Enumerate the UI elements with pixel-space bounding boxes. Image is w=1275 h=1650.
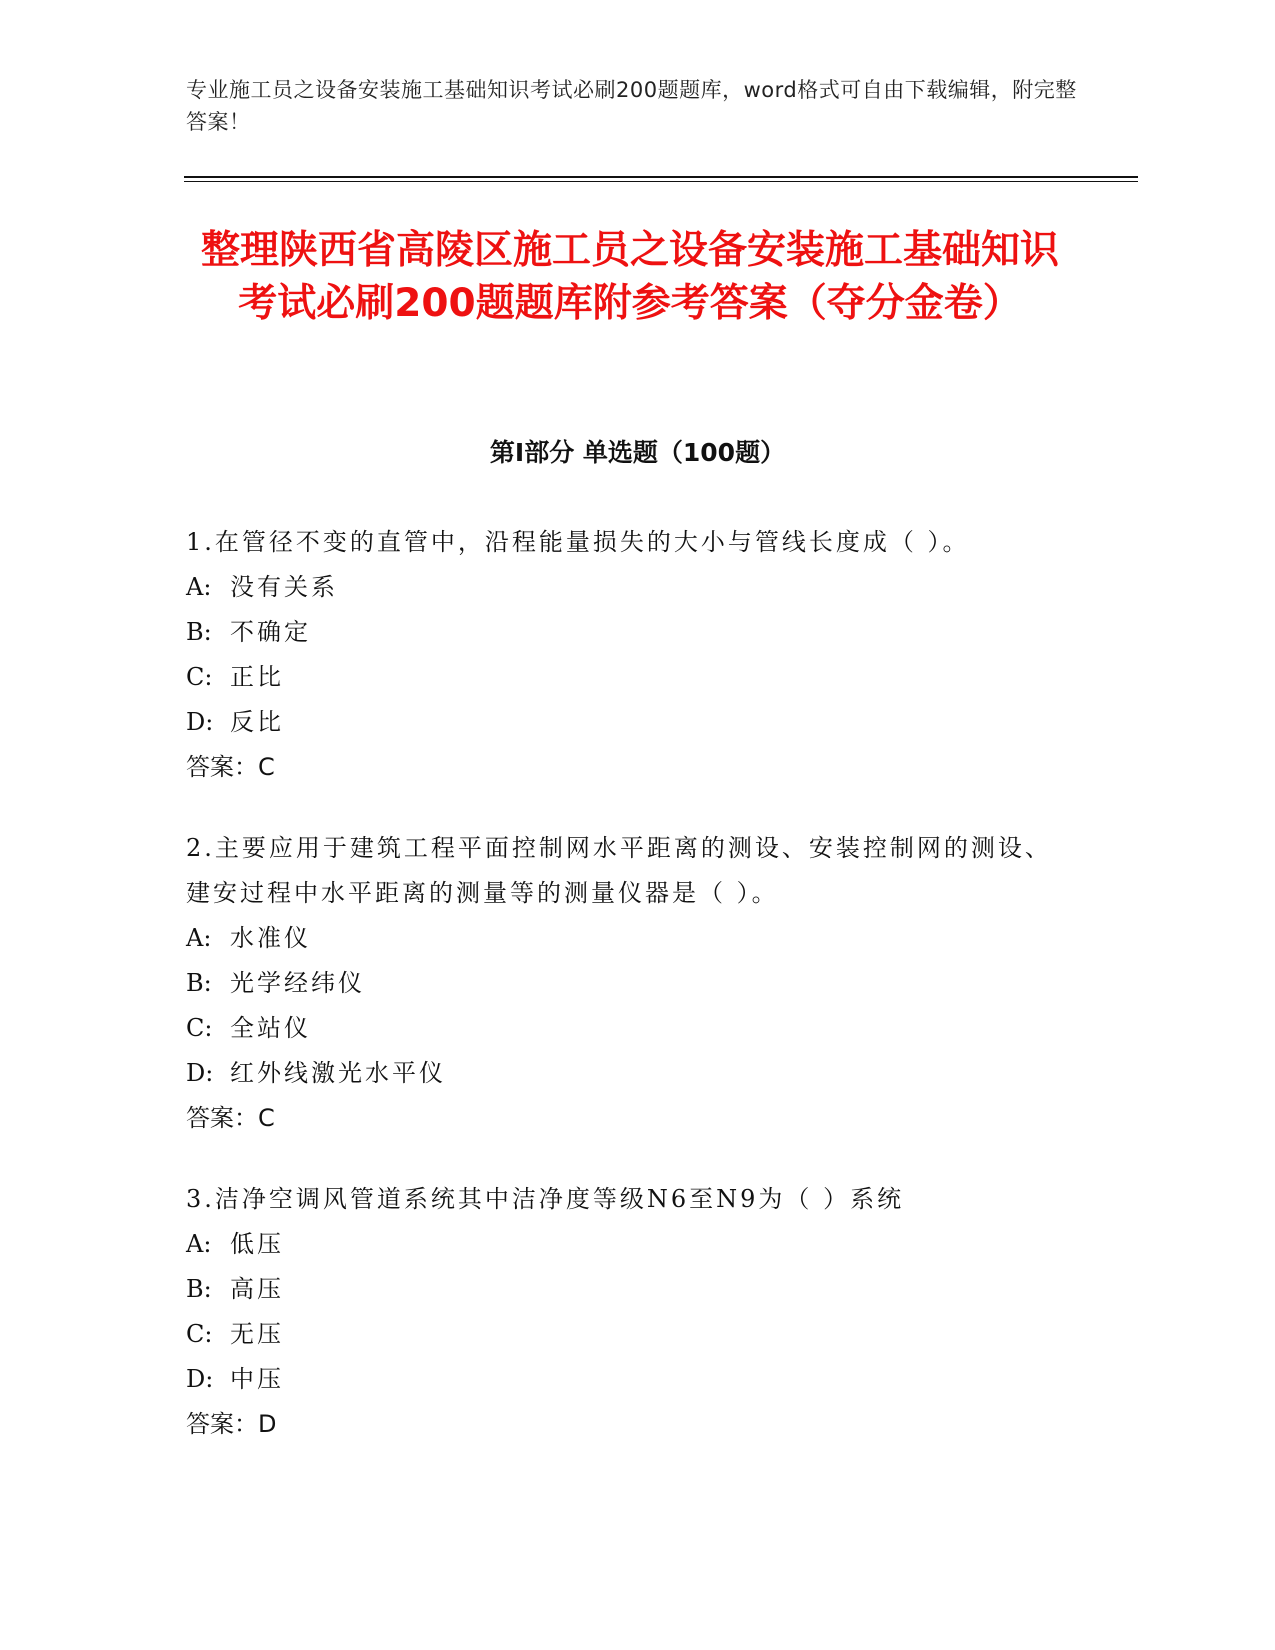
option-text: 正比 bbox=[230, 663, 284, 691]
option-text: 不确定 bbox=[230, 618, 311, 646]
option-text: 光学经纬仪 bbox=[230, 969, 365, 997]
answer-line: 答案：C bbox=[186, 753, 275, 781]
option-text: 高压 bbox=[230, 1275, 284, 1303]
page-header: 专业施工员之设备安装施工基础知识考试必刷200题题库，word格式可自由下载编辑，附完整答案！ bbox=[186, 78, 1077, 134]
option-d bbox=[186, 1051, 1066, 1096]
option-letter: A: bbox=[186, 573, 212, 601]
answer-line: 答案：C bbox=[186, 1104, 275, 1132]
option-b bbox=[186, 961, 1066, 1006]
question-text: 3.洁净空调风管道系统其中洁净度等级N6至N9为（ ）系统 bbox=[186, 1185, 905, 1213]
option-letter: D: bbox=[186, 1059, 214, 1087]
question-text: 2.主要应用于建筑工程平面控制网水平距离的测设、安装控制网的测设、建安过程中水平距离的测量等的测量仪器是（ ）。 bbox=[186, 834, 1052, 907]
option-text: 水准仪 bbox=[230, 924, 311, 952]
answer-line: 答案：D bbox=[186, 1410, 277, 1438]
document-title: 整理陕西省高陵区施工员之设备安装施工基础知识考试必刷200题题库附参考答案（夺分金卷） bbox=[200, 228, 1059, 326]
option-c bbox=[186, 655, 1066, 700]
option-a bbox=[186, 565, 1066, 610]
option-c bbox=[186, 1312, 1066, 1357]
question-2 bbox=[186, 826, 1066, 1141]
option-b bbox=[186, 1267, 1066, 1312]
option-c bbox=[186, 1006, 1066, 1051]
question-list bbox=[186, 520, 1066, 1483]
option-d bbox=[186, 700, 1066, 745]
option-letter: B: bbox=[186, 1275, 212, 1303]
option-b bbox=[186, 610, 1066, 655]
option-text: 全站仪 bbox=[230, 1014, 311, 1042]
option-text: 无压 bbox=[230, 1320, 284, 1348]
option-letter: B: bbox=[186, 969, 212, 997]
option-letter: B: bbox=[186, 618, 212, 646]
section-title: 第Ⅰ部分 单选题（100题） bbox=[489, 438, 786, 467]
option-a bbox=[186, 916, 1066, 961]
header-divider-thick bbox=[184, 176, 1138, 178]
option-letter: A: bbox=[186, 924, 212, 952]
option-a bbox=[186, 1222, 1066, 1267]
option-text: 中压 bbox=[230, 1365, 284, 1393]
option-letter: C: bbox=[186, 1014, 213, 1042]
option-d bbox=[186, 1357, 1066, 1402]
option-letter: D: bbox=[186, 1365, 214, 1393]
option-text: 没有关系 bbox=[230, 573, 338, 601]
option-letter: A: bbox=[186, 1230, 212, 1258]
option-letter: C: bbox=[186, 663, 213, 691]
header-divider-thin bbox=[184, 181, 1138, 182]
option-text: 红外线激光水平仪 bbox=[230, 1059, 446, 1087]
option-text: 反比 bbox=[230, 708, 284, 736]
question-1 bbox=[186, 520, 1066, 790]
option-letter: C: bbox=[186, 1320, 213, 1348]
option-text: 低压 bbox=[230, 1230, 284, 1258]
option-letter: D: bbox=[186, 708, 214, 736]
question-text: 1.在管径不变的直管中，沿程能量损失的大小与管线长度成（ ）。 bbox=[186, 528, 970, 556]
question-3 bbox=[186, 1177, 1066, 1447]
